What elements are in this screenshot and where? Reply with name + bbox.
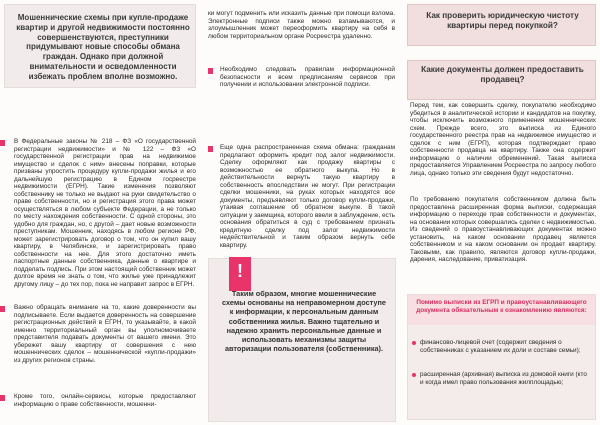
col2-top [208,10,395,40]
column-3 [402,0,600,425]
col1-note [4,304,196,364]
list-title: Помимо выписки из ЕГРП и правоустанавливающего документа обязательным к ознакомлению являются: [416,299,587,314]
question-box-1 [407,4,596,46]
column-2 [202,0,399,425]
col1-body-text: В Федеральные законы № 218 – ФЗ «О государственной регистрации недвижимости» и № 122 – ФЗ «О государственной регистрации прав на недвижимое имущество и сделок с ним» внесены поправки, которые призваны упростить процедуру купли-продажи жилья и его дальнейшую регистрацию в Едином госреестре недвижимости (ЕГРН). Такие изменения позволяют собственнику не только не выдают на руки свидетельство о праве собственности, но и регистрация этого права может осуществляться в любом субъекте Федерации, а не только по месту нахождения собственности. С одной стороны, это удобно для граждан, но, с другой – дает новые возможности преступникам. Мошенник, находясь в любом регионе РФ, может зарегистрировать договор о том, что он купил вашу квартиру, в Челябинске, и зарегистрировать право собственности на нее. Для этого достаточно иметь паспортные данные собственника, данные о квартире и подделать подпись. При этом настоящий собственник может долгое время не знать о том, что жилье уже принадлежит другому лицу – до тех пор, пока не направит запрос в ЕГРН. [14,138,196,288]
col1-note-text: Важно обращать внимание на то, какие доверенности вы подписываете. Если выдается доверенность на совершение регистрационных действий в ЕГРН, то указывайте, в какой именно территориальный орган вы уполномочиваете представителя подавать документы от вашего имени. Это убережет вашу квартиру от совершения с нею мошеннических сделок – мошеннической «купли-продажи» из других регионов страны. [14,304,196,364]
col3-body-text: Перед тем, как совершить сделку, покупателю необходимо убедиться в аналитической истории и кандидатов на покупку, чтобы исключить возможного применения мошеннических схем. Прежде всего, это выписка из Единого государственного реестра прав на недвижимое имущество и сделок с ним (ЕГРП), которая подтверждает право собственности продавца на квартиру. Также она содержит информацию о наличии обременений. Такая выписка предоставляется Управлением Росреестра по запросу любого лица, однако только эти сведения будут недостаточно. [410,102,596,177]
bullet-icon [412,373,416,377]
warning-text: Таким образом, многие мошеннические схемы основаны на неправомерном доступе к информации, к персональным данным собственника жилья. Важно тщательно и надежно хранить персональные данные и использовать механизмы защиты авторизации пользователя (собственника). [222,289,386,354]
list-item: расширенная (архивная) выписка из домовой книги (кто и когда имел право пользования жилплощадью; [420,371,592,386]
question-2: Какие документы должен предоставить продавец? [421,65,584,84]
col1-body [4,138,196,288]
lead-text: Мошеннические схемы при купле-продаже квартир и другой недвижимости постоянно совершенствуются, преступники придумывают новые способы обмана граждан. Однако при должной внимательности и осведомленности избежать проблем вполне возможно. [16,13,190,81]
col3-body [410,102,596,177]
col1-tail [4,393,196,408]
list-item: финансово-лицевой счет (содержит сведения о собственниках с указанием их доли и составе семьи); [420,339,592,354]
col2-note [208,66,395,89]
col3-body2-text: По требованию покупателя собственником должна быть предоставлена расширенная форма выписки, содержащая информацию о переходе прав собственности и документах, на основании которых совершались сделки с недвижимостью. Из сведений о правоустанавливающих документах можно установить, на каком основании продавец является собственником и на каком основании он продает квартиру. Таковыми, как правило, являются договор купли-продажи, дарения, наследование, приватизация. [410,196,596,263]
exclamation-icon: ! [229,257,251,291]
col3-body2 [410,196,596,264]
documents-list-box [407,294,596,420]
col1-tail-text: Кроме того, онлайн-сервисы, которые предоставляют информацию о праве собственности, мошенни- [14,393,196,408]
col2-note-text: Необходимо следовать правилам информационной безопасности и всем предписаниям сервисов при получении и использовании электронной подписи. [220,66,395,88]
bullet-icon [412,341,416,345]
question-box-2 [407,60,596,100]
col2-top-text: ки могут подменить или исказить данные при помощи взлома. Электронные подписи также можно взламываются, и злоумышленник может переоформить квартиру на себя в любом территориальном органе Росреестра удаленно. [208,10,395,40]
warning-box [208,258,396,422]
col2-scheme [208,144,395,249]
lead-box [4,4,196,88]
col2-scheme-text: Еще одна распространенная схема обмана: гражданам предлагают оформить кредит под залог недвижимости. Сделку оформляют как продажу квартиры с возможностью ее обратного выкупа. Но в действительности вернуть такую квартиру в собственность впоследствии не могут. При регистрации сделки мошенники, на руках которых находятся все документы, предъявляют только договор купли-продажи, утаивая соглашение об обратном выкупе. В такой ситуации у заемщика, которого ввели в заблуждение, есть основания обратиться в суд с требованием признать кредитную сделку под залог недвижимости недействительной и таким образом вернуть себе квартиру. [220,144,395,249]
column-1 [0,0,200,425]
list-header [408,295,595,325]
question-1: Как проверить юридическую чистоту квартиры перед покупкой? [426,11,579,30]
